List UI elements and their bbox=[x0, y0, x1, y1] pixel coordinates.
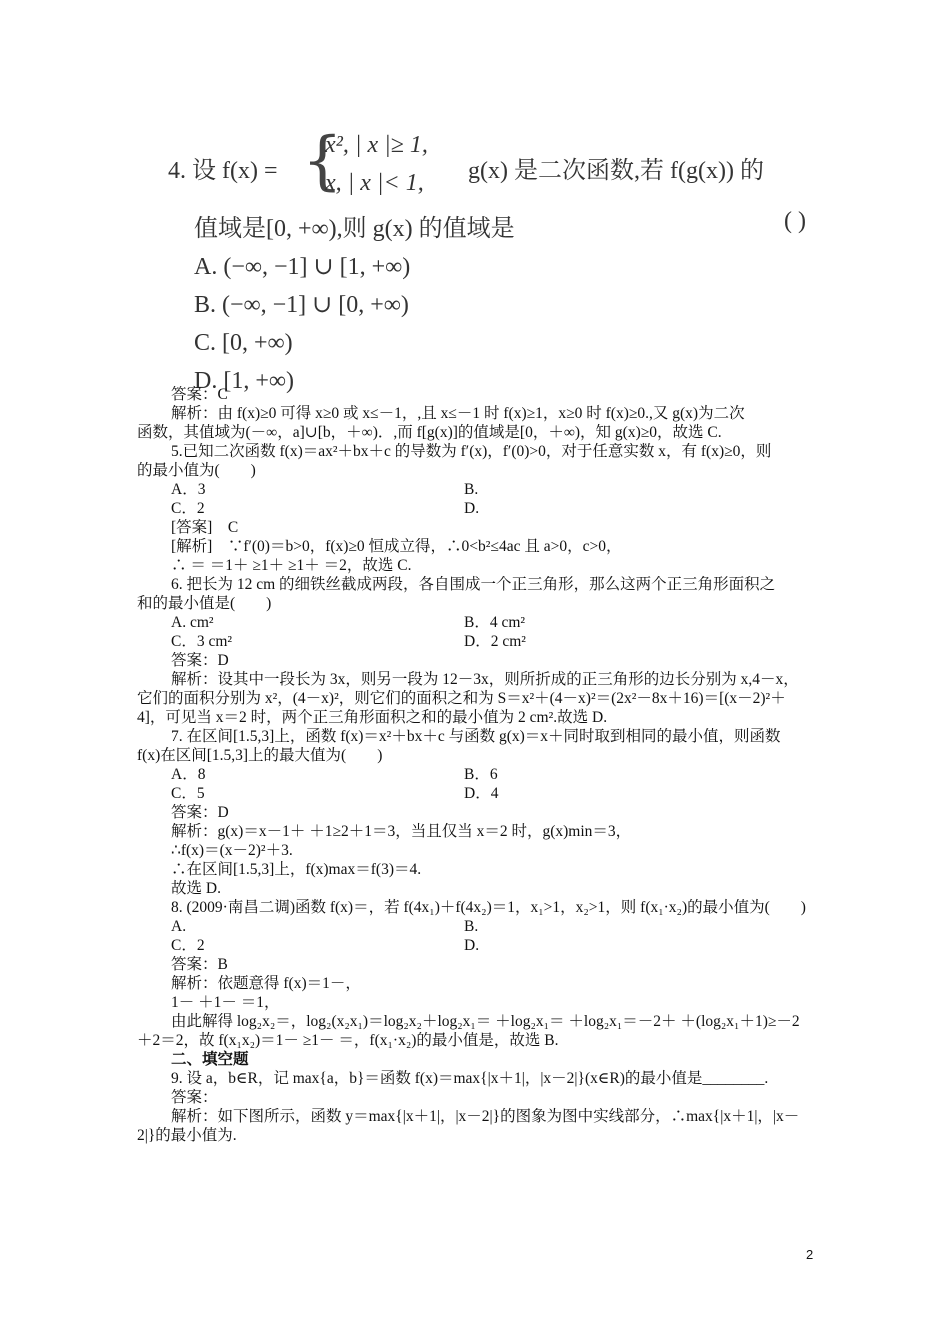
text-line: [解析] ∵f′(0)＝b>0，f(x)≥0 恒成立得，∴0<b²≤4ac 且 a>0，c>0， bbox=[171, 538, 622, 555]
option: D. bbox=[464, 500, 480, 517]
text-line: 5.已知二次函数 f(x)＝ax²＋bx＋c 的导数为 f′(x)，f′(0)>0，对于任意实数 x，有 f(x)≥0，则 bbox=[171, 443, 772, 460]
text-line: 故选 D. bbox=[171, 880, 221, 897]
q4-stem-tail: g(x) 是二次函数,若 f(g(x)) 的 bbox=[468, 158, 764, 184]
text-line: 6. 把长为 12 cm 的细铁丝截成两段，各自围成一个正三角形，那么这两个正三角形面积之 bbox=[171, 576, 776, 593]
question-4 bbox=[168, 124, 818, 400]
text-line: ∴ ＝ ＝1＋ ≥1＋ ≥1＋ ＝2，故选 C. bbox=[171, 557, 412, 574]
text-line: 的最小值为( ) bbox=[137, 462, 256, 479]
q4-option-a: A. (−∞, −1] ∪ [1, +∞) bbox=[194, 254, 411, 280]
q4-case-2: x, | x |< 1, bbox=[325, 170, 424, 196]
option: C．5 bbox=[171, 785, 205, 802]
text-line: 9. 设 a，b∈R，记 max{a，b}＝函数 f(x)＝max{|x＋1|，|x－2|}(x∈R)的最小值是________. bbox=[171, 1070, 769, 1087]
text-line: [答案] C bbox=[171, 519, 239, 536]
text-line: 7. 在区间[1.5,3]上，函数 f(x)＝x²＋bx＋c 与函数 g(x)＝x＋同时取到相同的最小值，则函数 bbox=[171, 728, 781, 745]
text-line: 由此解得 log₂x₂＝，log₂(x₂x₁)＝log₂x₂＋log₂x₁＝ ＋log₂x₁＝ ＋log₂x₁＝－2＋ ＋(log₂x₁＋1)≥－2 bbox=[171, 1013, 800, 1030]
option: B．4 cm² bbox=[464, 614, 526, 631]
text-line: f(x)在区间[1.5,3]上的最大值为( ) bbox=[137, 747, 383, 764]
text-line: 答案：C bbox=[171, 386, 228, 403]
piecewise-brace-icon: { bbox=[302, 124, 343, 198]
text-line: ＋2＝2，故 f(x₁x₂)＝1－ ≥1－ ＝，f(x₁·x₂)的最小值是，故选 B. bbox=[137, 1032, 559, 1049]
option: D. bbox=[464, 937, 480, 954]
q4-option-c: C. [0, +∞) bbox=[194, 330, 293, 356]
text-line: 答案：D bbox=[171, 652, 229, 669]
option: A．3 bbox=[171, 481, 206, 498]
text-line: 答案： bbox=[171, 1089, 218, 1106]
text-line: 函数，其值域为(－∞，a]∪[b，＋∞)．,而 f[g(x)]的值域是[0，＋∞)，知 g(x)≥0，故选 C. bbox=[137, 424, 722, 441]
q4-stem: 4. 设 f(x) = bbox=[168, 158, 278, 184]
q4-option-b: B. (−∞, −1] ∪ [0, +∞) bbox=[194, 292, 409, 318]
option: C．3 cm² bbox=[171, 633, 233, 650]
text-line: 解析：g(x)＝x－1＋ ＋1≥2＋1＝3，当且仅当 x＝2 时，g(x)min＝3， bbox=[171, 823, 632, 840]
text-line: 它们的面积分别为 x²，(4－x)²，则它们的面积之和为 S＝x²＋(4－x)²＝(2x²－8x＋16)＝[(x－2)²＋ bbox=[137, 690, 786, 707]
q4-case-1: x², | x |≥ 1, bbox=[325, 132, 428, 158]
text-line: ∴f(x)＝(x－2)²＋3. bbox=[171, 842, 293, 859]
option: C．2 bbox=[171, 500, 205, 517]
option: A. bbox=[171, 918, 187, 935]
option: D．2 cm² bbox=[464, 633, 526, 650]
q4-option-d: D. [1, +∞) bbox=[194, 368, 294, 394]
option: C．2 bbox=[171, 937, 205, 954]
text-line: 和的最小值是( ) bbox=[137, 595, 272, 612]
text-line: ∴在区间[1.5,3]上，f(x)max＝f(3)＝4. bbox=[171, 861, 422, 878]
option: D．4 bbox=[464, 785, 499, 802]
text-line: 答案：B bbox=[171, 956, 228, 973]
text-line: 解析：设其中一段长为 3x，则另一段为 12－3x，则所折成的正三角形的边长分别为 x,4－x， bbox=[171, 671, 799, 688]
text-line: 2|}的最小值为. bbox=[137, 1127, 237, 1144]
option: B．6 bbox=[464, 766, 498, 783]
text-line: 1－ ＋1－ ＝1， bbox=[171, 994, 280, 1011]
text-line: 4]，可见当 x＝2 时，两个正三角形面积之和的最小值为 2 cm².故选 D. bbox=[137, 709, 608, 726]
option: A．8 bbox=[171, 766, 206, 783]
page-number: 2 bbox=[806, 1247, 814, 1262]
text-line: 答案：D bbox=[171, 804, 229, 821]
q4-stem-line-2: 值域是[0, +∞),则 g(x) 的值域是 bbox=[194, 216, 515, 242]
option: B. bbox=[464, 481, 479, 498]
text-line: 解析：如下图所示，函数 y＝max{|x＋1|，|x－2|}的图象为图中实线部分，∴max{|x＋1|，|x－ bbox=[171, 1108, 800, 1125]
answer-blank: ( ) bbox=[784, 208, 806, 234]
option: A. cm² bbox=[171, 614, 214, 631]
option: B. bbox=[464, 918, 479, 935]
text-line: 8. (2009·南昌二调)函数 f(x)＝，若 f(4x₁)＋f(4x₂)＝1，x₁>1，x₂>1，则 f(x₁·x₂)的最小值为( ) bbox=[171, 899, 806, 916]
text-line: 解析：由 f(x)≥0 可得 x≥0 或 x≤－1，,且 x≤－1 时 f(x)≥1，x≥0 时 f(x)≥0.,又 g(x)为二次 bbox=[171, 405, 745, 422]
text-line: 解析：依题意得 f(x)＝1－， bbox=[171, 975, 361, 992]
section-heading: 二、填空题 bbox=[171, 1051, 249, 1068]
